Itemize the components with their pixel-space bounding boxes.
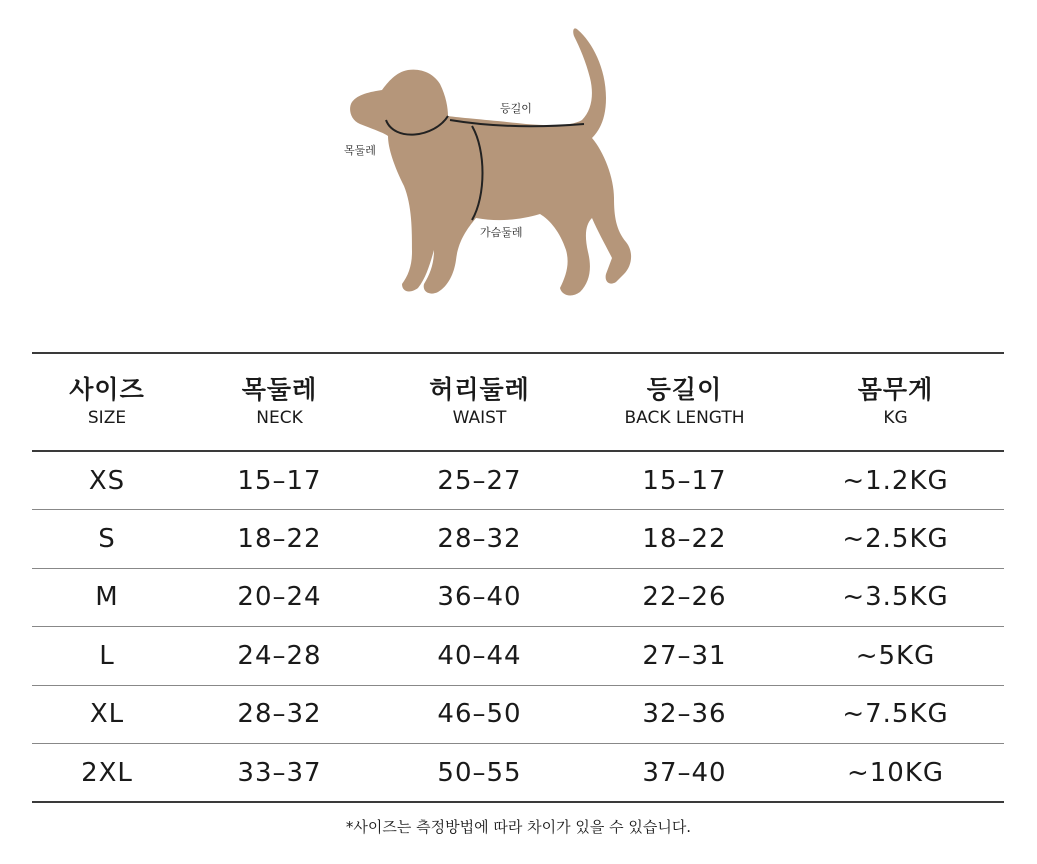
- table-row: [32, 510, 1004, 569]
- header-back-length: [582, 353, 787, 451]
- table-row: [32, 685, 1004, 744]
- dog-silhouette: [350, 28, 631, 295]
- table-row: [32, 451, 1004, 510]
- size-cell: L: [99, 640, 115, 671]
- header-neck-en: NECK: [256, 408, 303, 428]
- back-length-cell: 18–22: [642, 523, 727, 554]
- header-neck-ko: 목둘레: [241, 375, 318, 404]
- header-waist: [377, 353, 582, 451]
- measurement-note: *사이즈는 측정방법에 따라 차이가 있을 수 있습니다.: [345, 818, 692, 836]
- neck-cell: 28–32: [237, 699, 322, 730]
- size-cell: XL: [89, 699, 125, 730]
- size-cell: S: [98, 523, 116, 554]
- header-size-en: SIZE: [87, 408, 127, 428]
- neck-cell: 18–22: [237, 523, 322, 554]
- neck-cell: 15–17: [237, 465, 322, 496]
- waist-cell: 50–55: [437, 757, 522, 788]
- header-weight: [787, 353, 1004, 451]
- weight-cell: ~2.5KG: [842, 523, 949, 554]
- table-row: [32, 568, 1004, 627]
- header-weight-ko: 몸무게: [857, 375, 934, 404]
- weight-cell: ~10KG: [846, 757, 945, 788]
- header-back-length-ko: 등길이: [646, 375, 723, 404]
- table-header-row: [32, 353, 1004, 451]
- weight-cell: ~1.2KG: [842, 465, 949, 496]
- table-row: [32, 627, 1004, 686]
- table-row: [32, 744, 1004, 803]
- waist-cell: 46–50: [437, 699, 522, 730]
- header-waist-en: WAIST: [452, 408, 507, 428]
- back-length-cell: 37–40: [642, 757, 727, 788]
- waist-cell: 28–32: [437, 523, 522, 554]
- waist-cell: 25–27: [437, 465, 522, 496]
- waist-cell: 40–44: [437, 640, 522, 671]
- size-cell: M: [95, 582, 119, 613]
- back-length-cell: 27–31: [642, 640, 727, 671]
- header-size-ko: 사이즈: [69, 375, 145, 404]
- size-cell: XS: [88, 465, 126, 496]
- back-length-cell: 15–17: [642, 465, 727, 496]
- neck-label: 목둘레: [344, 144, 376, 157]
- size-chart-table: [32, 352, 1004, 803]
- neck-cell: 33–37: [237, 757, 322, 788]
- neck-cell: 24–28: [237, 640, 322, 671]
- size-cell: 2XL: [81, 757, 133, 788]
- header-neck: [182, 353, 377, 451]
- chest-label: 가슴둘레: [480, 226, 523, 239]
- dog-illustration: [330, 20, 650, 310]
- header-size: [32, 353, 182, 451]
- weight-cell: ~7.5KG: [842, 699, 949, 730]
- header-waist-ko: 허리둘레: [429, 375, 530, 404]
- dog-measurement-diagram: [330, 20, 650, 310]
- back-length-cell: 22–26: [642, 582, 727, 613]
- header-weight-en: KG: [883, 408, 908, 428]
- back-length-label: 등길이: [500, 102, 532, 115]
- weight-cell: ~3.5KG: [842, 582, 949, 613]
- weight-cell: ~5KG: [855, 640, 936, 671]
- header-back-length-en: BACK LENGTH: [624, 408, 745, 428]
- back-length-cell: 32–36: [642, 699, 727, 730]
- waist-cell: 36–40: [437, 582, 522, 613]
- neck-cell: 20–24: [237, 582, 322, 613]
